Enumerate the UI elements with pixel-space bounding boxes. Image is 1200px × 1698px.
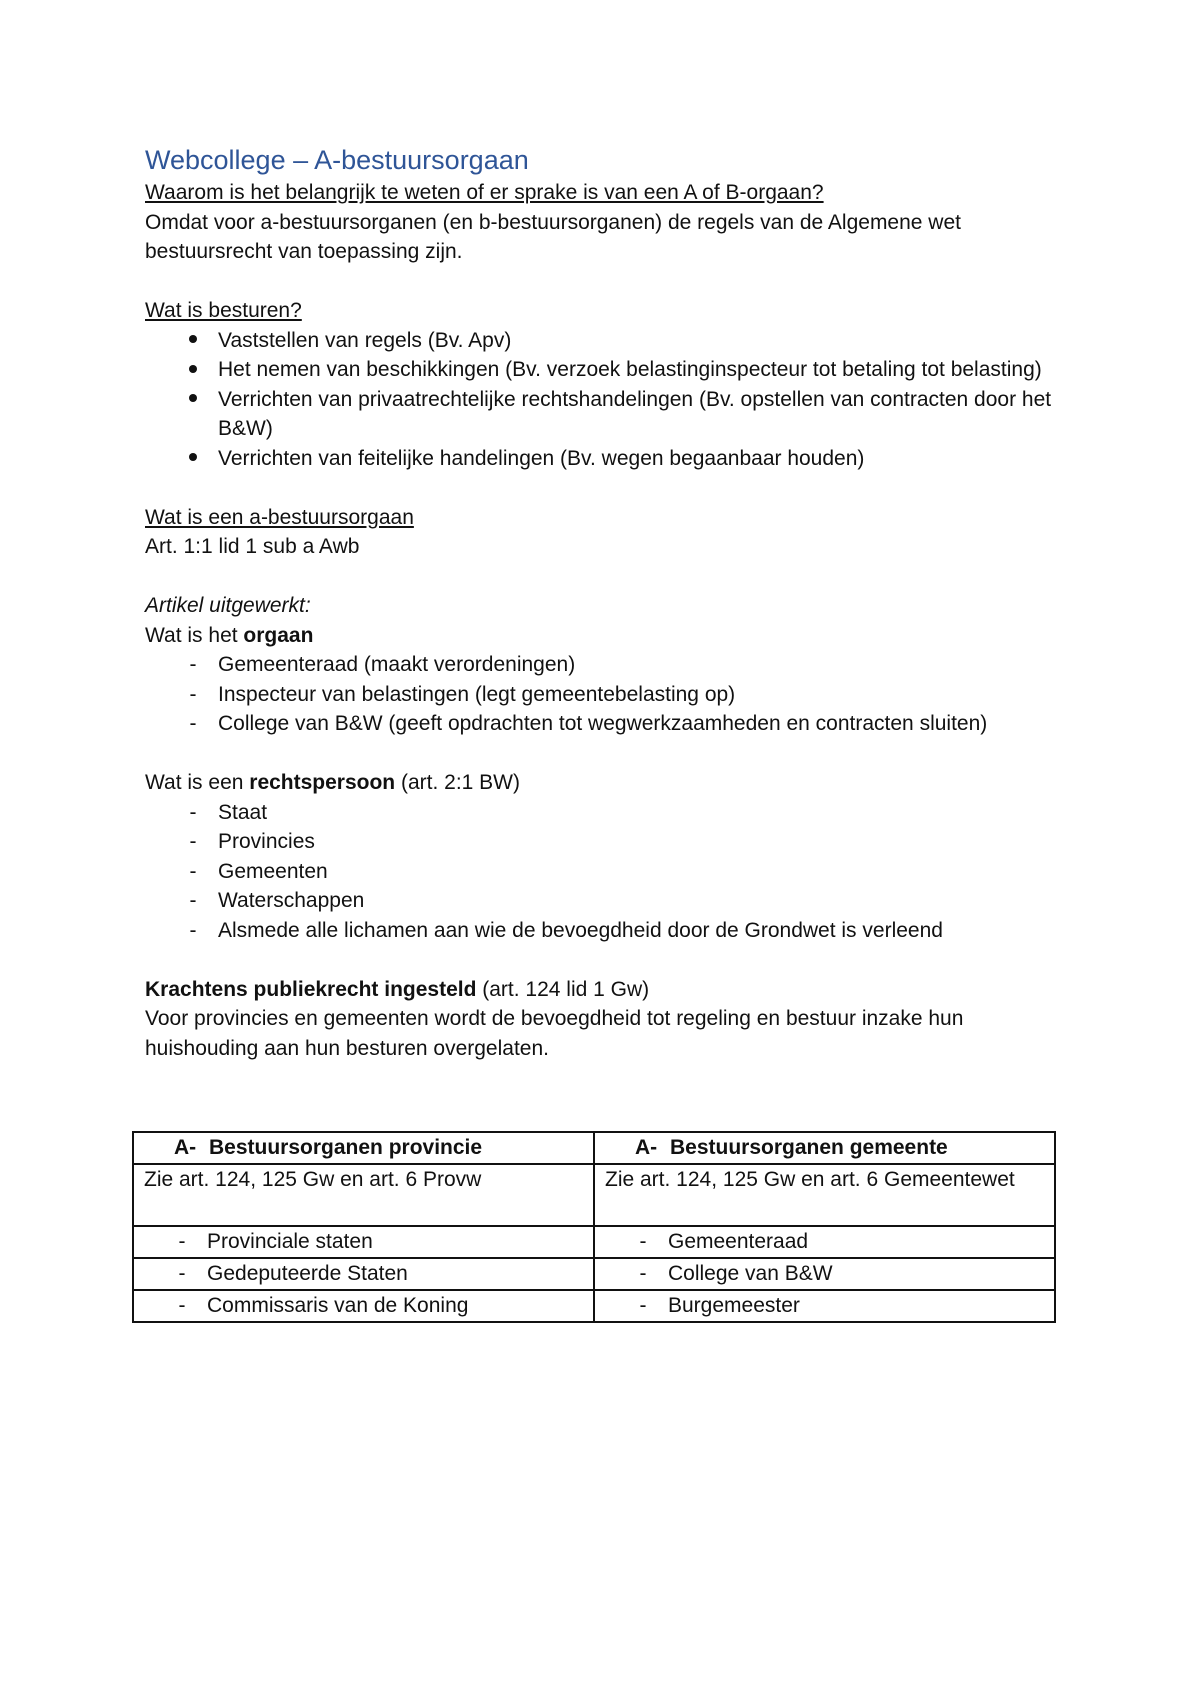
table-row <box>133 1226 1055 1258</box>
spacer <box>145 267 1065 297</box>
spacer <box>145 562 1065 592</box>
table-header-provincie: A- Bestuursorganen provincie <box>133 1132 594 1164</box>
list-item: - Waterschappen <box>145 886 1065 916</box>
list-item: - Inspecteur van belastingen (legt gemeentebelasting op) <box>145 680 1065 710</box>
dash-bullet: - <box>189 712 197 735</box>
besturen-heading: Wat is besturen? <box>145 299 302 322</box>
publiekrecht-heading: Krachtens publiekrecht ingesteld (art. 124 lid 1 Gw) <box>145 977 650 1001</box>
artikel-label: Artikel uitgewerkt: <box>145 594 311 617</box>
list-item: - Staat <box>145 798 1065 828</box>
list-item: - Gemeenten <box>145 857 1065 887</box>
bullet-icon <box>183 355 203 385</box>
besturen-list <box>145 326 1065 474</box>
orgaan-heading: Wat is het orgaan <box>145 623 314 647</box>
list-item: Vaststellen van regels (Bv. Apv) <box>145 326 1065 356</box>
page-title: Webcollege – A-bestuursorgaan <box>145 145 529 175</box>
table-row <box>133 1258 1055 1290</box>
spacer <box>145 739 1065 769</box>
list-item: Het nemen van beschikkingen (Bv. verzoek belastinginspecteur tot betaling tot belasting) <box>145 355 1065 385</box>
table-header-gemeente: A- Bestuursorganen gemeente <box>594 1132 1055 1164</box>
dash-bullet: - <box>189 800 197 824</box>
rechtspersonen-list <box>145 798 1065 946</box>
list-item: Verrichten van privaatrechtelijke rechtshandelingen (Bv. opstellen van contracten door het B&W) <box>145 385 1065 444</box>
table-row <box>133 1290 1055 1322</box>
table-row <box>133 1164 1055 1226</box>
bullet-icon <box>183 444 203 474</box>
list-item: - College van B&W (geeft opdrachten tot wegwerkzaamheden en contracten sluiten) <box>145 709 1065 739</box>
list-item: - Gemeenteraad (maakt verordeningen) <box>145 650 1065 680</box>
a-bestuursorgaan-heading: Wat is een a-bestuursorgaan <box>145 505 414 529</box>
table-cell: - Burgemeester <box>594 1290 1055 1322</box>
dash-bullet: - <box>189 859 197 883</box>
question-answer: Omdat voor a-bestuursorganen (en b-bestuursorganen) de regels van de Algemene wet bestuursrecht van toepassing zijn. <box>145 210 961 263</box>
bullet-icon <box>183 385 203 415</box>
list-item: - Alsmede alle lichamen aan wie de bevoegdheid door de Grondwet is verleend <box>145 916 1065 946</box>
dash-bullet: - <box>189 830 197 853</box>
document-body <box>145 142 1065 1063</box>
table-cell: Zie art. 124, 125 Gw en art. 6 Gemeentewet <box>594 1164 1055 1226</box>
dash-bullet: - <box>189 653 197 676</box>
dash-bullet: - <box>189 918 197 942</box>
spacer <box>145 945 1065 975</box>
bullet-icon <box>183 326 203 356</box>
dash-bullet: - <box>189 682 197 706</box>
spacer <box>145 473 1065 503</box>
table-cell: - Gemeenteraad <box>594 1226 1055 1258</box>
table-cell: - Provinciale staten <box>133 1226 594 1258</box>
organen-list <box>145 650 1065 739</box>
question-heading: Waarom is het belangrijk te weten of er sprake is van een A of B-orgaan? <box>145 181 824 204</box>
table-cell: - Commissaris van de Koning <box>133 1290 594 1322</box>
table-cell: - College van B&W <box>594 1258 1055 1290</box>
table-cell: - Gedeputeerde Staten <box>133 1258 594 1290</box>
bestuursorganen-table <box>132 1131 1056 1323</box>
article-reference: Art. 1:1 lid 1 sub a Awb <box>145 535 360 558</box>
rechtspersoon-heading: Wat is een rechtspersoon (art. 2:1 BW) <box>145 771 520 794</box>
list-item: - Provincies <box>145 827 1065 857</box>
table-header-row <box>133 1132 1055 1164</box>
dash-bullet: - <box>189 889 197 912</box>
publiekrecht-text: Voor provincies en gemeenten wordt de bevoegdheid tot regeling en bestuur inzake hun huishouding aan hun besturen overgelaten. <box>145 1007 964 1060</box>
table-cell: Zie art. 124, 125 Gw en art. 6 Provw <box>133 1164 594 1226</box>
list-item: Verrichten van feitelijke handelingen (Bv. wegen begaanbaar houden) <box>145 444 1065 474</box>
